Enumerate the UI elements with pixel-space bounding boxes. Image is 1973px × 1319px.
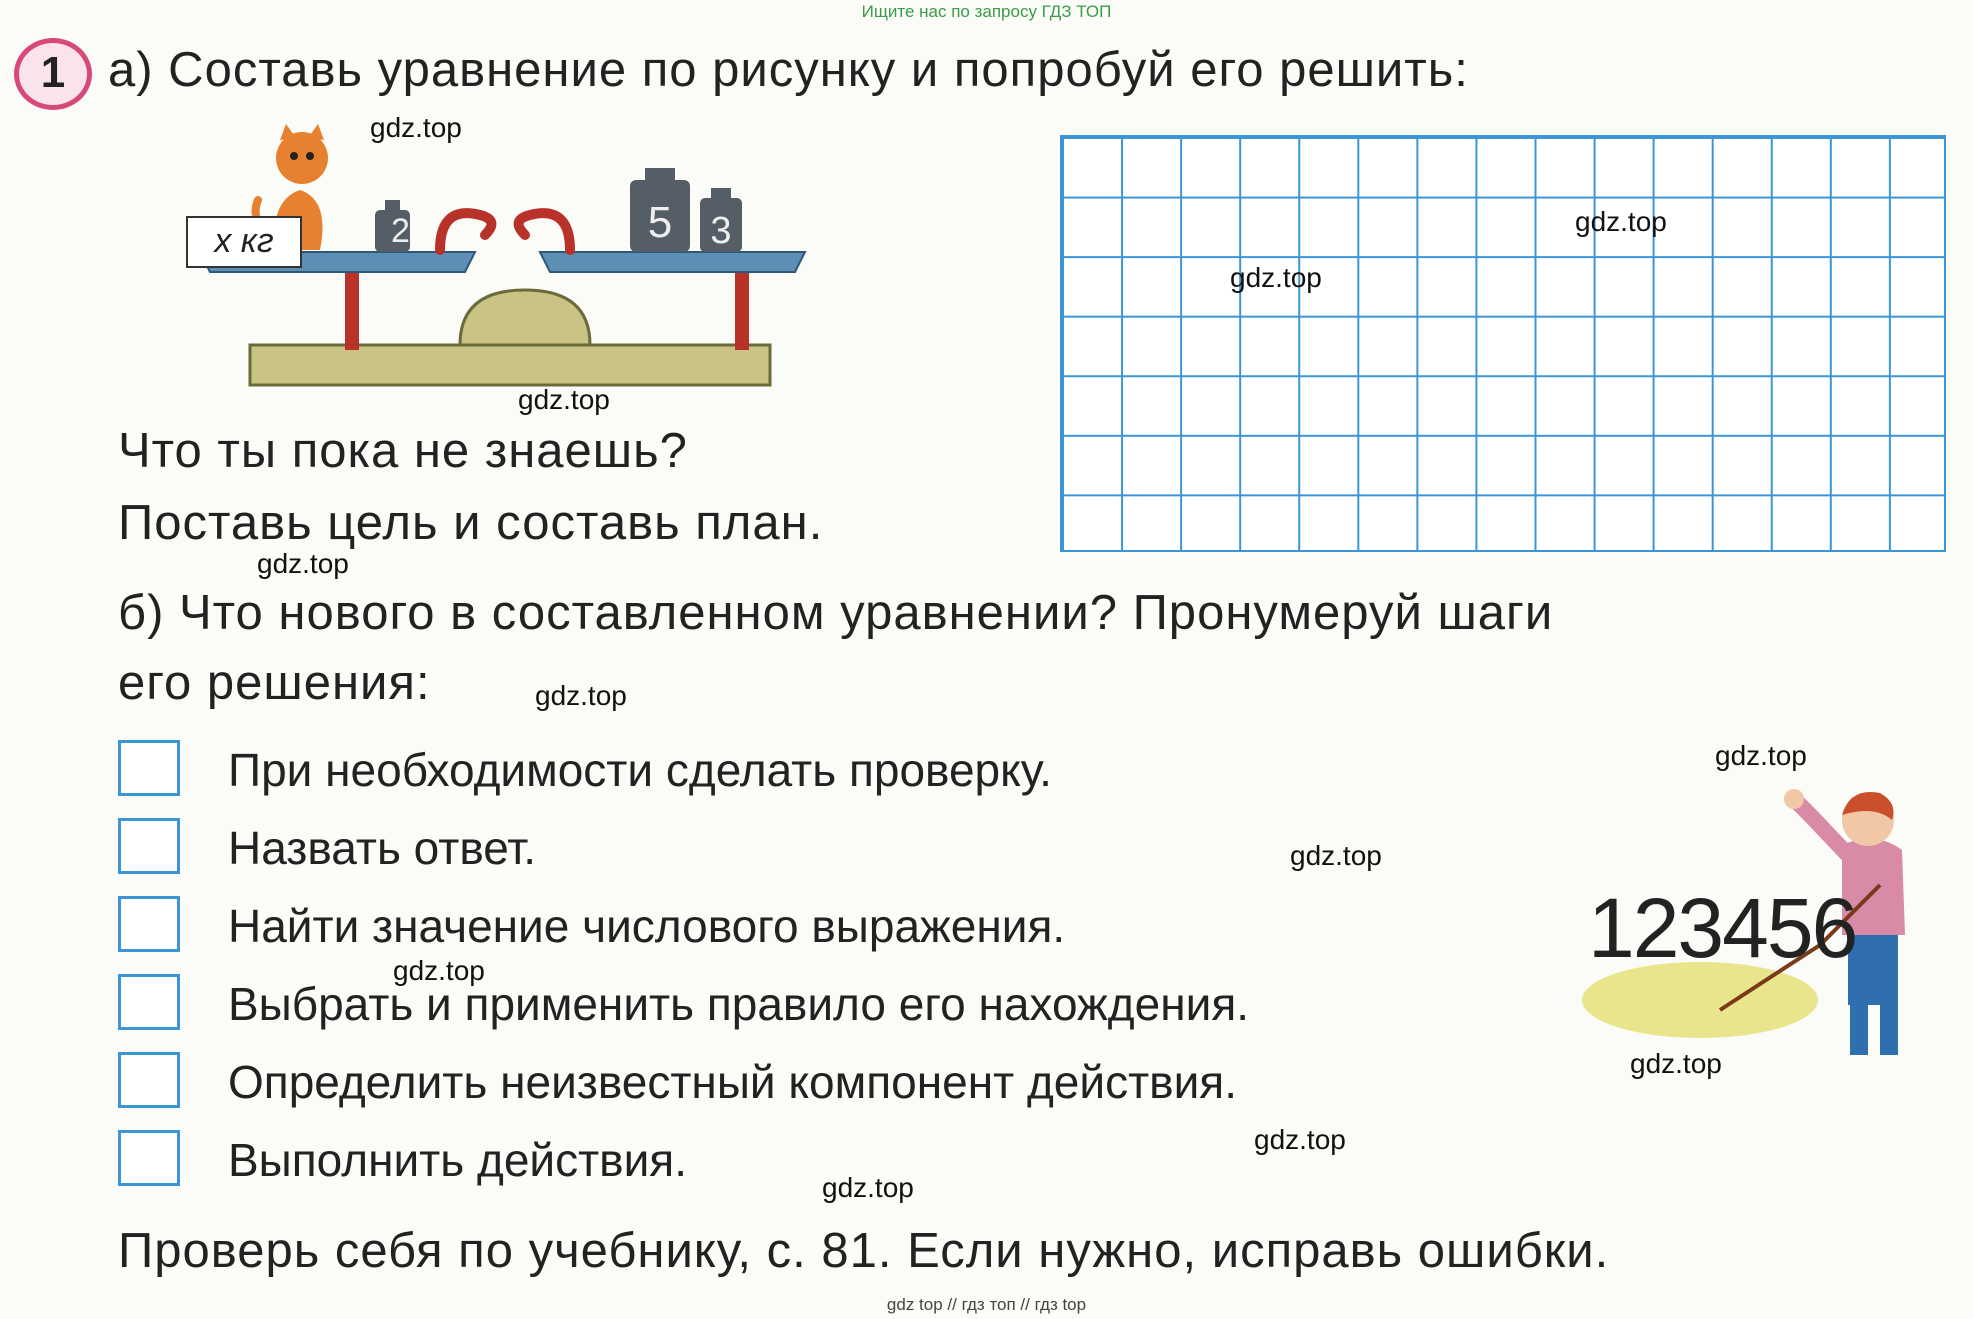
- step-text: Выполнить действия.: [228, 1134, 687, 1186]
- watermark: gdz.top: [822, 1172, 914, 1203]
- question-unknown: Что ты пока не знаешь?: [118, 424, 688, 478]
- answer-grid[interactable]: [1060, 135, 1946, 552]
- watermark: gdz.top: [1290, 840, 1382, 871]
- step-number-box[interactable]: [118, 1052, 180, 1108]
- number-sequence: 123456: [1588, 881, 1857, 975]
- task-number-badge: 1: [14, 38, 92, 110]
- watermark: gdz.top: [257, 548, 349, 579]
- step-text: Определить неизвестный компонент действия.: [228, 1056, 1237, 1108]
- self-check-instruction: Проверь себя по учебнику, с. 81. Если нужно, исправь ошибки.: [118, 1224, 1610, 1278]
- step-number-box[interactable]: [118, 740, 180, 796]
- step-number-box[interactable]: [118, 1130, 180, 1186]
- task-a-heading: а) Составь уравнение по рисунку и попробуй его решить:: [108, 43, 1469, 97]
- weight-big-label: 5: [647, 198, 673, 247]
- watermark: gdz.top: [1254, 1124, 1346, 1155]
- watermark: gdz.top: [518, 384, 610, 415]
- task-b-heading-cont: его решения:: [118, 656, 431, 710]
- step-text: Найти значение числового выражения.: [228, 900, 1066, 952]
- footer-note: gdz top // гдз топ // гдз top: [886, 1295, 1087, 1314]
- unknown-mass-label: х кг: [186, 216, 302, 268]
- step-text: Выбрать и применить правило его нахождения.: [228, 978, 1250, 1030]
- watermark: gdz.top: [393, 955, 485, 986]
- step-text: При необходимости сделать проверку.: [228, 744, 1052, 796]
- header-note: Ищите нас по запросу ГДЗ ТОП: [861, 2, 1112, 21]
- weight-mid-label: 3: [710, 210, 732, 252]
- task-b-heading: б) Что нового в составленном уравнении? Пронумеруй шаги: [118, 586, 1554, 640]
- watermark: gdz.top: [1230, 262, 1322, 293]
- step-number-box[interactable]: [118, 896, 180, 952]
- step-number-box[interactable]: [118, 818, 180, 874]
- step-text: Назвать ответ.: [228, 822, 537, 874]
- watermark: gdz.top: [1715, 740, 1807, 771]
- question-plan: Поставь цель и составь план.: [118, 496, 824, 550]
- watermark: gdz.top: [1630, 1048, 1722, 1079]
- weight-small-label: 2: [391, 212, 410, 250]
- watermark: gdz.top: [1575, 206, 1667, 237]
- watermark: gdz.top: [370, 112, 462, 143]
- watermark: gdz.top: [535, 680, 627, 711]
- step-number-box[interactable]: [118, 974, 180, 1030]
